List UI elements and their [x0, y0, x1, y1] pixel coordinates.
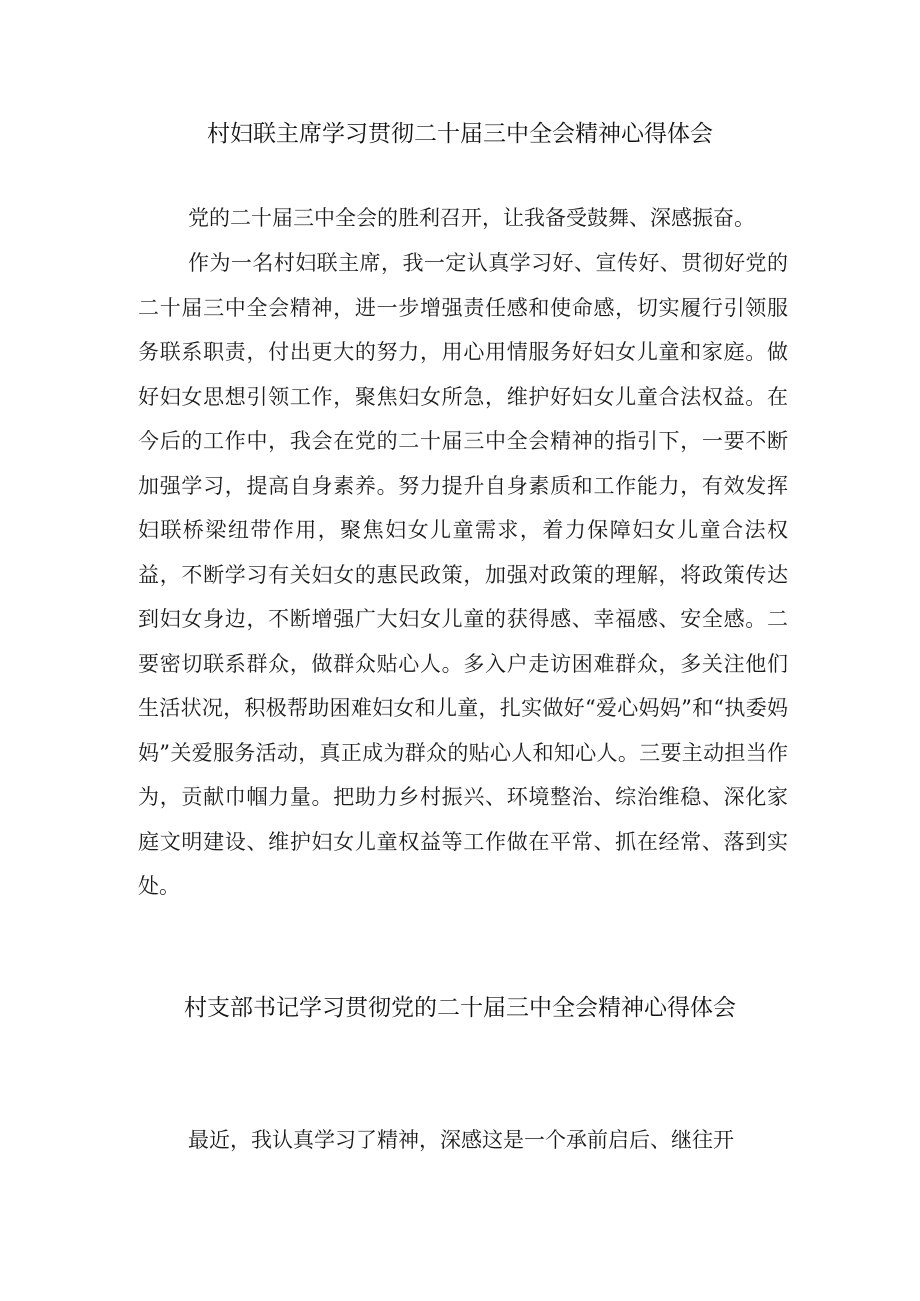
- section-1-title: 村妇联主席学习贯彻二十届三中全会精神心得体会: [207, 121, 713, 147]
- section-1-paragraph-2: 作为一名村妇联主席，我一定认真学习好、宣传好、贯彻好党的二十届三中全会精神，进一步增强责任感和使命感，切实履行引领服务联系职责，付出更大的努力，用心用情服务好妇女儿童和家庭。做好妇女思想引领工作，聚焦妇女所急，维护好妇女儿童合法权益。在今后的工作中，我会在党的二十届三中全会精神的指引下，一要不断加强学习，提高自身素养。努力提升自身素质和工作能力，有效发挥妇联桥梁纽带作用，聚焦妇女儿童需求，着力保障妇女儿童合法权益，不断学习有关妇女的惠民政策，加强对政策的理解，将政策传达到妇女身边，不断增强广大妇女儿童的获得感、幸福感、安全感。二要密切联系群众，做群众贴心人。多入户走访困难群众，多关注他们生活状况，积极帮助困难妇女和儿童，扎实做好“爱心妈妈”和“执委妈妈”关爱服务活动，真正成为群众的贴心人和知心人。三要主动担当作为，贡献巾帼力量。把助力乡村振兴、环境整治、综治维稳、深化家庭文明建设、维护妇女儿童权益等工作做在平常、抓在经常、落到实处。: [138, 251, 788, 898]
- section-2-title: 村支部书记学习贯彻党的二十届三中全会精神心得体会: [184, 995, 736, 1021]
- section-1-paragraph-1: 党的二十届三中全会的胜利召开，让我备受鼓舞、深感振奋。: [188, 206, 755, 230]
- section-2-paragraph-1: 最近，我认真学习了精神，深感这是一个承前启后、继往开: [188, 1128, 734, 1152]
